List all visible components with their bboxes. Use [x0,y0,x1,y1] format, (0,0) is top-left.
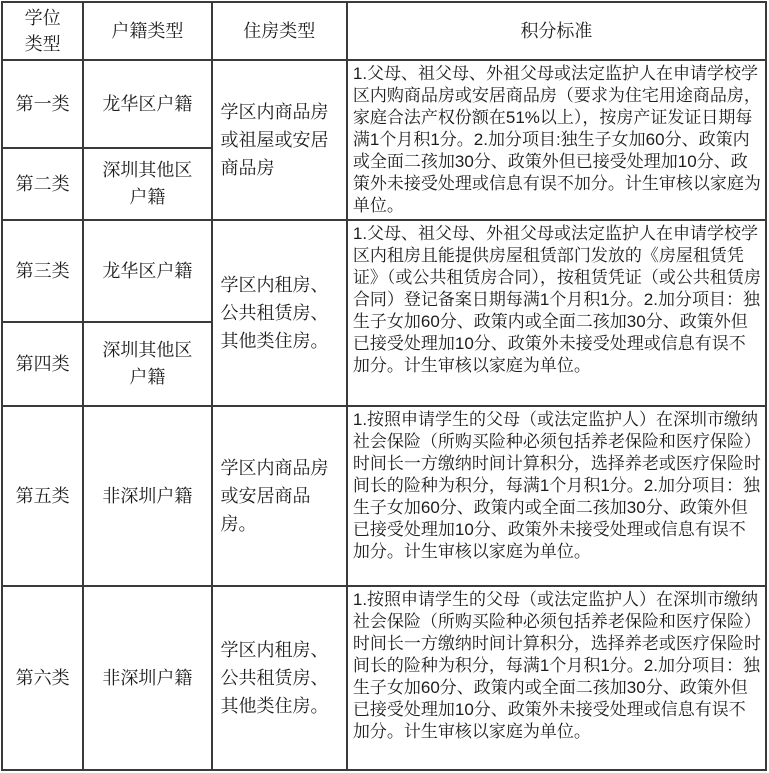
degree-type-cell: 第五类 [2,406,83,586]
table-row [2,220,766,322]
household-type-cell: 深圳其他区户籍 [83,148,211,220]
degree-type-cell: 第三类 [2,220,83,322]
points-standard-cell: 1.按照申请学生的父母（或法定监护人）在深圳市缴纳社会保险（所购买险种必须包括养老保险和医疗保险）时间长一方缴纳时间计算积分，选择养老或医疗保险时间长的险种为积分，每满1个月积1分。2.加分项目：独生子女加60分、政策内或全面二孩加30分、政策外但已接受处理加10分、政策外未接受处理或信息有误不加分。计生审核以家庭为单位。 [347,586,766,770]
points-standard-cell: 1.按照申请学生的父母（或法定监护人）在深圳市缴纳社会保险（所购买险种必须包括养老保险和医疗保险）时间长一方缴纳时间计算积分，选择养老或医疗保险时间长的险种为积分，每满1个月积1分。2.加分项目：独生子女加60分、政策内或全面二孩加30分、政策外但已接受处理加10分、政策外未接受处理或信息有误不加分。计生审核以家庭为单位。 [347,406,766,586]
degree-type-cell: 第四类 [2,322,83,406]
header-points-standard: 积分标准 [347,2,766,60]
points-standard-cell: 1.父母、祖父母、外祖父母或法定监护人在申请学校学区内购商品房或安居商品房（要求为住宅用途商品房，家庭合法产权份额在51%以上），按房产证发证日期每满1个月积1分。2.加分项目:独生子女加60分、政策内或全面二孩加30分、政策外但已接受处理加10分、政策外未接受处理或信息有误不加分。计生审核以家庭为单位。 [347,60,766,220]
admission-points-table [1,1,767,771]
table-row [2,586,766,770]
housing-type-cell: 学区内商品房或祖屋或安居商品房 [212,60,347,220]
degree-type-cell: 第六类 [2,586,83,770]
household-type-cell: 龙华区户籍 [83,60,211,148]
household-type-cell: 深圳其他区户籍 [83,322,211,406]
header-housing-type: 住房类型 [212,2,347,60]
degree-type-cell: 第二类 [2,148,83,220]
housing-type-cell: 学区内商品房或安居商品房。 [212,406,347,586]
table-header-row [2,2,766,60]
housing-type-cell: 学区内租房、公共租赁房、其他类住房。 [212,220,347,406]
points-standard-cell: 1.父母、祖父母、外祖父母或法定监护人在申请学校学区内租房且能提供房屋租赁部门发放的《房屋租赁凭证》（或公共租赁房合同），按租赁凭证（或公共租赁房合同）登记备案日期每满1个月积1分。2.加分项目：独生子女加60分、政策内或全面二孩加30分、政策外但已接受处理加10分、政策外未接受处理或信息有误不加分。计生审核以家庭为单位。 [347,220,766,406]
header-degree-type: 学位类型 [2,2,83,60]
housing-type-cell: 学区内租房、公共租赁房、其他类住房。 [212,586,347,770]
table-row [2,406,766,586]
degree-type-cell: 第一类 [2,60,83,148]
header-household-type: 户籍类型 [83,2,211,60]
household-type-cell: 非深圳户籍 [83,406,211,586]
table-row [2,60,766,148]
household-type-cell: 非深圳户籍 [83,586,211,770]
household-type-cell: 龙华区户籍 [83,220,211,322]
